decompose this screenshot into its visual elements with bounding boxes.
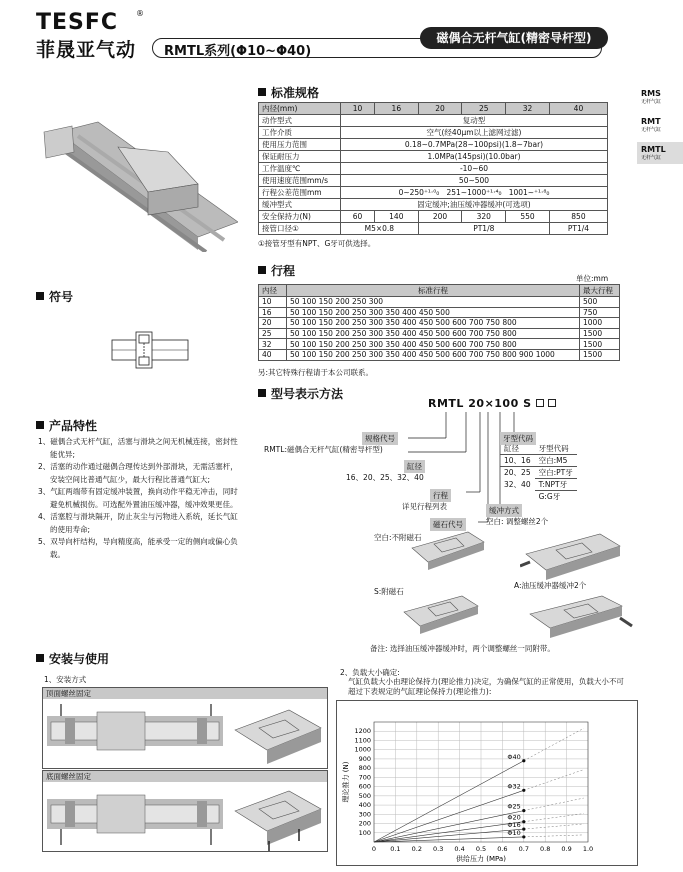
thread-tag: 牙型代码 <box>500 432 536 445</box>
y-tick-label: 300 <box>358 810 371 819</box>
series-point <box>522 809 525 812</box>
spec-value: 0.18~0.7MPa(28~100psi)(1.8~7bar) <box>341 139 608 151</box>
stroke-tag: 行程 <box>430 489 451 502</box>
cylinder-cushion-image <box>520 530 630 586</box>
stroke-values: 50 100 150 200 250 300 350 400 450 500 600 700 750 800 <box>287 339 580 350</box>
spec-row <box>259 127 608 139</box>
spec-row <box>259 211 608 223</box>
x-tick-label: 0.6 <box>497 845 508 853</box>
x-tick-label: 0.9 <box>561 845 572 853</box>
series-line <box>374 837 524 842</box>
y-tick-label: 900 <box>358 754 371 763</box>
features-section-title: 产品特性 <box>36 417 97 434</box>
stroke-max: 1000 <box>580 318 620 329</box>
bottom-mount-drawing <box>47 785 227 849</box>
model-connector-lines <box>258 410 638 530</box>
pneumatic-symbol-icon <box>110 328 190 372</box>
spec-section-title: 标准规格 <box>258 84 319 101</box>
x-tick-label: 0.8 <box>540 845 551 853</box>
bottom-mount-iso-drawing <box>229 781 327 851</box>
x-tick-label: 0.4 <box>454 845 465 853</box>
cushion-a-desc: A:油压缓冲器缓冲2个 <box>514 581 587 590</box>
series-line <box>374 822 524 842</box>
thread-bore: 10、16 <box>500 455 535 467</box>
spec-label: 安全保持力(N) <box>259 211 341 223</box>
series-label: Φ16 <box>507 821 521 830</box>
spec-row <box>259 223 608 235</box>
stroke-values: 50 100 150 200 250 300 350 400 450 500 600 700 750 800 900 1000 <box>287 349 580 360</box>
y-tick-label: 1200 <box>354 727 371 736</box>
table-row <box>259 318 620 329</box>
spec-header-cell: 20 <box>418 103 462 115</box>
series-line <box>374 829 524 842</box>
series-point <box>522 789 525 792</box>
product-tag: 磁偶合无杆气缸(精密导杆型) <box>420 27 608 49</box>
side-tab-label: 无杆气缸 <box>641 99 662 105</box>
spec-header-bore: 内径(mm) <box>259 103 341 115</box>
series-label: Φ20 <box>507 813 521 822</box>
list-item: 1、磁偶合式无杆气缸，活塞与滑块之间无机械连接，密封性能优异; <box>38 437 238 459</box>
stroke-header-cell: 标准行程 <box>287 285 580 297</box>
bore-desc: 16、20、25、32、40 <box>346 473 424 482</box>
y-tick-label: 400 <box>358 801 371 810</box>
spec-row <box>259 151 608 163</box>
side-tab-rms[interactable] <box>637 86 683 108</box>
features-list <box>38 436 240 561</box>
table-row <box>259 297 620 308</box>
side-tab-rmt[interactable] <box>637 114 683 136</box>
registered-mark: ® <box>136 9 144 18</box>
spec-row <box>259 163 608 175</box>
series-line <box>374 811 524 842</box>
y-tick-label: 600 <box>358 782 371 791</box>
stroke-max: 1500 <box>580 328 620 339</box>
stroke-header-cell: 内径 <box>259 285 287 297</box>
install-subtitle: 1、安装方式 <box>44 675 87 684</box>
series-line <box>374 761 524 842</box>
y-tick-label: 200 <box>358 819 371 828</box>
x-tick-label: 1.0 <box>582 845 594 853</box>
stroke-values: 50 100 150 200 250 300 350 400 450 500 <box>287 307 580 318</box>
magnet-none-desc: 空白:不附磁石 <box>374 533 422 542</box>
cylinder-cushion-alt-image <box>524 592 634 644</box>
series-extension <box>524 770 584 791</box>
company-name: 菲晟亚气动 <box>36 39 137 61</box>
spec-row <box>259 175 608 187</box>
series-label: Φ40 <box>507 752 521 761</box>
cushion-blank-desc: 空白: 调整螺丝2个 <box>486 517 549 526</box>
magnet-s-desc: S:附磁石 <box>374 587 404 596</box>
spec-value: -10~60 <box>341 163 608 175</box>
product-image <box>38 112 238 252</box>
list-item: 2、活塞的动作通过磁偶合理传达到外部滑块，无需活塞杆，安装空间比普通气缸少，最大行程比普通气缸大; <box>38 462 238 484</box>
table-row <box>259 328 620 339</box>
symbol-section-title: 符号 <box>36 288 73 305</box>
spec-value: 850 <box>549 211 607 223</box>
load-description: 气缸负载大小由理论保持力(理论推力)决定，为确保气缸的正常使用，负载大小不可超过下表规定的气缸理论保持力(理论推力): <box>348 677 624 696</box>
stroke-desc: 详见行程列表 <box>402 502 447 511</box>
top-mount-drawing <box>47 702 227 766</box>
spec-label: 使用速度范围mm/s <box>259 175 341 187</box>
y-tick-label: 1100 <box>354 736 371 745</box>
cylinder-no-magnet-image <box>408 528 488 576</box>
stroke-max: 500 <box>580 297 620 308</box>
spec-value: 固定缓冲;油压缓冲器缓冲(可选项) <box>341 199 608 211</box>
y-tick-label: 700 <box>358 773 371 782</box>
table-row <box>259 307 620 318</box>
x-axis-label: 供给压力 (MPa) <box>456 855 506 863</box>
bottom-mount-panel <box>42 770 328 852</box>
spec-label: 工作介质 <box>259 127 341 139</box>
thread-bore: 32、40 <box>504 480 531 489</box>
stroke-max: 1500 <box>580 339 620 350</box>
y-tick-label: 1000 <box>354 745 371 754</box>
spec-note: ①接管牙型有NPT、G牙可供选择。 <box>258 239 376 248</box>
spec-value: 复动型 <box>341 115 608 127</box>
stroke-table <box>258 284 620 361</box>
thread-code: T:NPT牙 <box>535 479 577 491</box>
series-title: RMTL系列(Φ10~Φ40) <box>164 44 312 59</box>
spec-header-cell: 16 <box>374 103 418 115</box>
series-point <box>522 820 525 823</box>
tolerance-value: 1001~⁺¹·⁸₀ <box>508 188 550 197</box>
load-subtitle: 2、负载大小确定: <box>340 668 400 677</box>
model-remark: 备注: 选择油压缓冲器缓冲时，两个调整螺丝一同附带。 <box>370 644 555 653</box>
spec-row <box>259 139 608 151</box>
series-point <box>522 759 525 762</box>
spec-label: 工作温度℃ <box>259 163 341 175</box>
side-tab-code: RMTL <box>641 145 666 154</box>
stroke-header-cell: 最大行程 <box>580 285 620 297</box>
spec-value: 320 <box>462 211 506 223</box>
spec-header-cell: 32 <box>506 103 550 115</box>
spec-value: 60 <box>341 211 375 223</box>
spec-value: 200 <box>418 211 462 223</box>
series-extension <box>524 728 584 760</box>
model-code: RMTL 20×100 S <box>428 397 556 410</box>
x-tick-label: 0.5 <box>475 845 487 853</box>
series-extension <box>524 835 584 837</box>
spec-header-cell: 10 <box>341 103 375 115</box>
y-tick-label: 500 <box>358 791 371 800</box>
spec-value: 550 <box>506 211 550 223</box>
table-row <box>259 339 620 350</box>
thread-code: 空白:M5 <box>535 455 577 467</box>
x-tick-label: 0.1 <box>390 845 401 853</box>
spec-value: 空气(经40μm以上滤网过滤) <box>341 127 608 139</box>
stroke-values: 50 100 150 200 250 300 350 400 450 500 600 700 750 800 <box>287 328 580 339</box>
top-mount-iso-drawing <box>229 702 327 768</box>
spec-value: PT1/4 <box>549 223 607 235</box>
spec-label: 动作型式 <box>259 115 341 127</box>
y-tick-label: 100 <box>358 828 371 837</box>
spec-row <box>259 187 608 199</box>
list-item: 4、活塞腔与滑块隔开，防止灰尘与污物进入系统，延长气缸的使用寿命; <box>38 512 238 534</box>
stroke-max: 1500 <box>580 349 620 360</box>
bore-tag: 缸径 <box>404 460 425 473</box>
spec-label: 行程公差范围mm <box>259 187 341 199</box>
series-code-desc: RMTL:磁偶合无杆气缸(精密导杆型) <box>264 445 383 454</box>
stroke-bore: 25 <box>259 328 287 339</box>
logo-text: TESFC <box>36 10 119 35</box>
y-axis-label: 理论推力 (N) <box>342 761 350 803</box>
stroke-max: 750 <box>580 307 620 318</box>
spec-row <box>259 115 608 127</box>
series-label: Φ32 <box>507 782 521 791</box>
thread-bore <box>500 491 535 503</box>
y-tick-label: 800 <box>358 764 371 773</box>
x-tick-label: 0.3 <box>433 845 444 853</box>
series-label: Φ25 <box>507 802 521 811</box>
spec-value <box>341 187 608 199</box>
spec-value: 50~500 <box>341 175 608 187</box>
thread-code: G:G牙 <box>538 492 561 501</box>
spec-value: PT1/8 <box>418 223 549 235</box>
spec-row <box>259 199 608 211</box>
stroke-values: 50 100 150 200 250 300 350 400 450 500 600 700 750 800 <box>287 318 580 329</box>
x-tick-label: 0 <box>371 845 377 853</box>
stroke-section-title: 行程 <box>258 262 295 279</box>
series-point <box>522 827 525 830</box>
stroke-bore: 40 <box>259 349 287 360</box>
table-row <box>259 349 620 360</box>
bottom-mount-label: 底面螺丝固定 <box>43 771 327 782</box>
series-line <box>374 790 524 842</box>
side-tab-code: RMT <box>641 117 661 126</box>
stroke-unit: 单位:mm <box>576 274 609 283</box>
stroke-values: 50 100 150 200 250 300 <box>287 297 580 308</box>
x-tick-label: 0.7 <box>518 845 529 853</box>
spec-label: 保证耐压力 <box>259 151 341 163</box>
stroke-note: 另:其它特殊行程请于本公司联系。 <box>258 368 374 377</box>
thread-header: 缸径 <box>500 443 535 455</box>
series-extension <box>524 814 584 822</box>
series-extension <box>524 824 584 829</box>
side-tab-code: RMS <box>641 89 661 98</box>
thread-code: 空白:PT牙 <box>535 467 577 479</box>
thread-header: 牙型代码 <box>535 443 577 455</box>
spec-table <box>258 102 608 235</box>
series-label: Φ10 <box>507 828 521 837</box>
tolerance-value: 0~250⁺¹·⁰₀ <box>398 188 440 197</box>
x-tick-label: 0.2 <box>411 845 422 853</box>
magnet-tag: 磁石代号 <box>430 518 466 531</box>
series-extension <box>524 798 584 811</box>
stroke-bore: 32 <box>259 339 287 350</box>
spec-label: 缓冲型式 <box>259 199 341 211</box>
stroke-bore: 20 <box>259 318 287 329</box>
top-mount-label: 顶面螺丝固定 <box>43 688 327 699</box>
install-section-title: 安装与使用 <box>36 650 109 667</box>
spec-header-cell: 40 <box>549 103 607 115</box>
stroke-bore: 16 <box>259 307 287 318</box>
list-item: 5、双导向杆结构，导向精度高，能承受一定的侧向或偏心负载。 <box>38 537 238 559</box>
cushion-tag: 缓冲方式 <box>486 504 522 517</box>
thread-bore: 20、25 <box>504 468 531 478</box>
spec-value: 140 <box>374 211 418 223</box>
top-mount-panel <box>42 687 328 769</box>
stroke-bore: 10 <box>259 297 287 308</box>
spec-value: 1.0MPa(145psi)(10.0bar) <box>341 151 608 163</box>
thrust-chart <box>336 700 638 866</box>
model-section-title: 型号表示方法 <box>258 385 343 402</box>
side-tab-label: 无杆气缸 <box>641 155 662 161</box>
spec-label: 接管口径① <box>259 223 341 235</box>
list-item: 3、气缸两端带有固定缓冲装置，换向动作平稳无冲击，同时避免机械损伤。可选配外置油压缓冲器，缓冲效果更佳。 <box>38 487 238 509</box>
side-tab-label: 无杆气缸 <box>641 127 662 133</box>
thread-table <box>500 443 577 502</box>
series-point <box>522 835 525 838</box>
series-code-tag: 规格代号 <box>362 432 398 445</box>
spec-value: M5×0.8 <box>341 223 419 235</box>
spec-header-cell: 25 <box>462 103 506 115</box>
side-tab-rmtl[interactable] <box>637 142 683 164</box>
spec-label: 使用压力范围 <box>259 139 341 151</box>
tolerance-value: 251~1000⁺¹·⁴₀ <box>446 188 502 197</box>
cylinder-magnet-image <box>400 594 484 640</box>
